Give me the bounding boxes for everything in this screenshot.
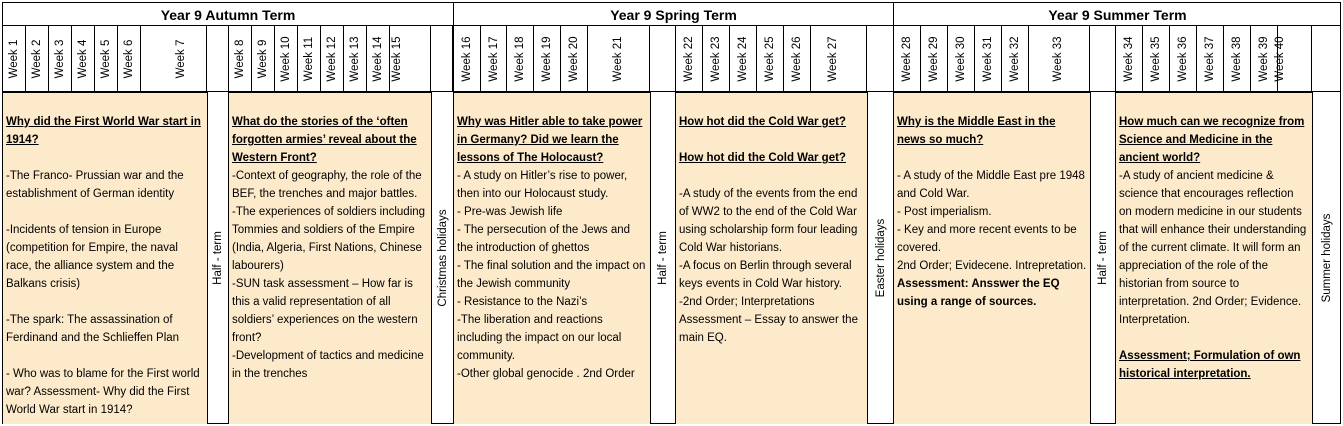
week-header — [894, 26, 921, 91]
week-label: Week 3 — [54, 39, 66, 78]
unit-body: - A study of the Middle East pre 1948 and Cold War. - Post imperialism. - Key and more recent events to be covered. 2nd Order; Evidecene. Intrepretation. — [897, 170, 1087, 272]
week-header — [1116, 26, 1143, 91]
week-header — [811, 26, 867, 91]
week-header — [72, 26, 95, 91]
week-label: Week 33 — [1051, 35, 1064, 82]
unit-cell-summer-1 — [894, 92, 1090, 424]
break-label: Easter holidays — [874, 218, 887, 298]
break-header — [207, 26, 229, 91]
week-header — [921, 26, 948, 91]
unit-cell-autumn-1 — [3, 92, 207, 424]
week-header — [367, 26, 390, 91]
unit-question: What do the stories of the ‘often forgotten armies’ reveal about the Western Front? — [232, 116, 417, 164]
unit-question: Why was Hitler able to take power in Germany? Did we learn the lessons of The Holocaust? — [457, 116, 643, 164]
unit-question: How much can we recognize from Science and Medicine in the ancient world? — [1119, 116, 1305, 164]
unit-assessment: Assessment; Formulation of own historical interpretation. — [1119, 350, 1301, 380]
unit-assessment: Assessment: Ansswer the EQ using a range of sources. — [897, 278, 1060, 308]
week-header — [757, 26, 784, 91]
unit-text — [3, 93, 207, 419]
week-label: Week 32 — [1009, 35, 1021, 82]
break-column-half-term — [650, 92, 676, 424]
break-column-half-term — [1090, 92, 1116, 424]
week-header — [344, 26, 367, 91]
unit-question: Why is the Middle East in the news so much? — [897, 116, 1056, 146]
week-label: Week 13 — [349, 35, 361, 82]
week-header — [1224, 26, 1251, 91]
week-label: Week 37 — [1204, 35, 1216, 82]
term-header-autumn: Year 9 Autumn Term — [160, 7, 296, 23]
term-header-spring: Year 9 Spring Term — [610, 7, 737, 23]
week-label: Week 21 — [611, 35, 624, 82]
week-label: Week 22 — [683, 35, 695, 82]
break-column-half-term — [207, 92, 229, 424]
week-label: Week 35 — [1150, 35, 1162, 82]
break-label: Half - term — [657, 231, 669, 285]
week-label: Week 40 — [1273, 35, 1286, 82]
week-label: Week 30 — [955, 35, 967, 82]
break-header — [867, 26, 893, 91]
week-header — [49, 26, 72, 91]
week-header — [1197, 26, 1224, 91]
week-header — [730, 26, 757, 91]
week-label: Week 8 — [234, 39, 246, 78]
week-header — [118, 26, 141, 91]
week-label: Week 5 — [100, 39, 112, 78]
week-label: Week 28 — [901, 35, 913, 82]
unit-cell-spring-2 — [676, 92, 867, 424]
unit-body: - A study on Hitler’s rise to power, then into our Holocaust study. - Pre-was Jewish life - The persecution of the Jews and the introduction of ghettos - The final solution and the impact on the Jewish community - Resistance to the Nazi’s -The liberation and reactions including the impact on our local community. -Other global genocide . 2nd Order — [457, 170, 646, 380]
week-label: Week 16 — [461, 35, 473, 82]
week-label: Week 6 — [123, 39, 135, 78]
week-header — [3, 26, 26, 91]
week-label: Week 10 — [280, 35, 292, 82]
week-label: Week 18 — [514, 35, 526, 82]
break-column-christmas — [431, 92, 453, 424]
week-label: Week 38 — [1231, 35, 1243, 82]
unit-body: -A study of the events from the end of WW2 to the end of the Cold War using scholarship form four leading Cold War historians. -A focus on Berlin through several keys events in Cold War history. -2nd Order; Interpretations Assessment – Essay to answer the main EQ. — [679, 188, 858, 344]
unit-body: -Context of geography, the role of the BEF, the trenches and major battles. -The experiences of soldiers including Tommies and soldiers of the Empire (India, Algeria, First Nations, Chinese labourers) -SUN task assessment – How far is this a valid representation of all soldiers’ experiences on the western front? -Development of tactics and medicine in the trenches — [232, 170, 426, 380]
week-header — [275, 26, 298, 91]
week-header — [1029, 26, 1090, 91]
week-header — [1143, 26, 1170, 91]
break-column-summer — [1312, 92, 1341, 424]
term-header-summer: Year 9 Summer Term — [1048, 7, 1187, 23]
week-label: Week 34 — [1123, 35, 1135, 82]
unit-text — [454, 93, 650, 383]
week-header — [454, 26, 481, 91]
week-header — [252, 26, 275, 91]
week-label: Week 29 — [928, 35, 940, 82]
week-header — [95, 26, 118, 91]
week-label: Week 14 — [372, 35, 384, 82]
week-label: Week 25 — [764, 35, 776, 82]
unit-text — [229, 93, 431, 383]
break-label: Summer holidays — [1321, 213, 1333, 303]
week-label: Week 24 — [737, 35, 749, 82]
week-header — [588, 26, 650, 91]
week-header — [676, 26, 703, 91]
week-label: Week 9 — [257, 39, 269, 78]
week-label: Week 36 — [1177, 35, 1189, 82]
week-label: Week 23 — [710, 35, 722, 82]
week-label: Week 2 — [31, 39, 43, 78]
week-label: Week 19 — [541, 35, 553, 82]
break-header — [431, 26, 453, 91]
week-header — [1170, 26, 1197, 91]
unit-text — [676, 93, 867, 365]
week-label: Week 15 — [390, 35, 403, 82]
unit-cell-autumn-2 — [229, 92, 431, 424]
week-label: Week 27 — [826, 35, 839, 82]
week-label: Week 17 — [487, 35, 500, 82]
week-label: Week 7 — [175, 39, 188, 78]
week-label: Week 11 — [303, 36, 315, 81]
unit-question: How hot did the Cold War get? — [679, 116, 846, 128]
week-header — [948, 26, 975, 91]
week-label: Week 20 — [568, 35, 580, 82]
week-label: Week 12 — [326, 35, 338, 82]
break-header — [650, 26, 676, 91]
week-header — [507, 26, 534, 91]
week-header — [784, 26, 811, 91]
unit-question: Why did the First World War start in 1914? — [6, 116, 201, 146]
week-label: Week 26 — [791, 35, 803, 82]
unit-text — [894, 93, 1090, 329]
week-header — [390, 26, 431, 91]
week-header — [141, 26, 207, 91]
week-header — [26, 26, 49, 91]
week-header — [298, 26, 321, 91]
break-label: Half - term — [1097, 231, 1109, 285]
unit-body: -A study of ancient medicine & science that encourages reflection on modern medicine in our students that will enhance their understanding of the current climate. It will form an appreciation of the role of the historian from source to interpretation. 2nd Order; Evidence. Interpretation. — [1119, 170, 1307, 326]
week-header — [321, 26, 344, 91]
break-header — [1090, 26, 1116, 91]
week-header — [703, 26, 730, 91]
unit-cell-spring-1 — [454, 92, 650, 424]
week-label: Week 4 — [77, 39, 89, 78]
week-label: Week 31 — [982, 35, 994, 82]
break-column-easter — [867, 92, 893, 424]
week-label: Week 1 — [8, 39, 20, 78]
week-header — [229, 26, 252, 91]
week-header — [1273, 26, 1312, 91]
break-label: Christmas holidays — [436, 209, 449, 307]
week-header — [534, 26, 561, 91]
unit-body: -The Franco- Prussian war and the establishment of German identity -Incidents of tension in Europe (competition for Empire, the naval race, the alliance system and the Balkans crisis) -The spark: The assassination of Ferdinand and the Schlieffen Plan - Who was to blame for the First world war? Assessment- Why did the First World War start in 1914? — [6, 170, 200, 416]
week-header — [561, 26, 588, 91]
unit-question: How hot did the Cold War get? — [679, 152, 846, 164]
unit-cell-summer-2 — [1116, 92, 1312, 424]
week-label: Week 39 — [1258, 35, 1270, 82]
break-label: Half - term — [212, 231, 224, 285]
week-header — [481, 26, 507, 91]
week-header — [1002, 26, 1029, 91]
unit-text — [1116, 93, 1312, 401]
week-header — [975, 26, 1002, 91]
break-header — [1312, 26, 1341, 91]
